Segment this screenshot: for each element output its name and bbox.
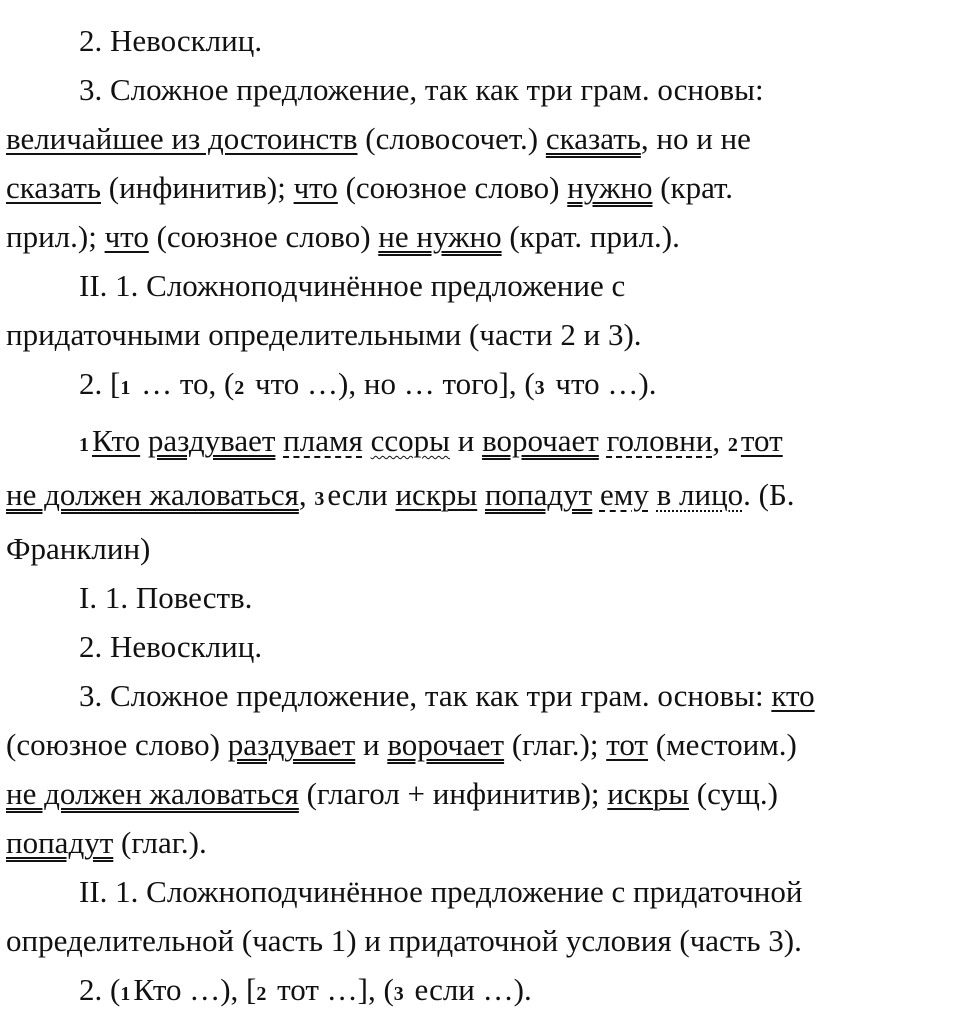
adverbial: в лицо [656,477,744,512]
object: ему [599,477,649,512]
text: (словосочет.) [357,121,546,156]
section-1-point-1 [6,573,956,622]
section-2-point-1 [6,261,956,310]
text: (союзное слово) [148,219,379,254]
text: (инфинитив); [101,170,294,205]
text: если [327,477,396,512]
part-number: 3 [534,377,545,399]
scheme-line [6,359,956,413]
subject: искры [395,477,478,512]
text: 2. [ [79,366,121,401]
subject: что [104,219,149,254]
predicate: нужно [567,170,653,205]
text: прил.); [6,219,105,254]
section-2-point-1-cont [6,310,956,359]
bases-line-2 [6,769,956,818]
text: (крат. [652,170,734,205]
predicate: сказать [545,121,641,156]
section-2-point-1-b-cont [6,916,956,965]
part-number: 2 [256,983,267,1005]
subject: что [293,170,338,205]
scheme-line-2 [6,965,956,1019]
quote-line-2 [6,470,956,524]
part-number: 1 [79,434,89,456]
text: , [712,423,728,458]
quote-author [6,524,956,573]
text: (союзное слово) [337,170,568,205]
text: I. 1. Повеств. [79,580,253,615]
section-1-point-3 [6,671,956,720]
text: что …). [547,366,657,401]
grammar-bases-line-3 [6,212,956,261]
text: II. 1. Сложноподчинённое предложение с [79,268,626,303]
section-1-point-2 [6,622,956,671]
text: 2. ( [79,972,121,1007]
text: … то, ( [133,366,235,401]
part-number: 3 [393,983,404,1005]
subject: сказать [6,170,101,205]
grammar-bases-line-2 [6,163,956,212]
text: (союзное слово) [6,727,228,762]
predicate: попадут [6,825,114,860]
text: 3. Сложное предложение, так как три грам. основы: [79,678,772,713]
subject: кто [771,678,815,713]
text: Кто …), [ [133,972,257,1007]
text: , но и не [640,121,751,156]
text: (глаг.). [113,825,207,860]
text: , [298,477,315,512]
text: II. 1. Сложноподчинённое предложение с придаточной [79,874,803,909]
text: (крат. прил.). [501,219,680,254]
part-number: 3 [314,488,325,510]
text: 2. Невосклиц. [79,629,263,664]
part-number: 1 [120,983,131,1005]
part-number: 1 [120,377,131,399]
quote-line-1 [6,416,956,470]
point-3-complex-sentence [6,65,956,114]
text: и [449,423,483,458]
grammar-bases-line-1 [6,114,956,163]
point-2-exclamation [6,16,956,65]
predicate: раздувает [227,727,356,762]
text: (сущ.) [689,776,778,811]
text: определительной (часть 1) и придаточной условия (часть 3). [6,923,802,958]
text: 3. Сложное предложение, так как три грам. основы: [79,72,764,107]
text: придаточными определительными (части 2 и 3). [6,317,642,352]
text: тот …], ( [269,972,394,1007]
part-number: 2 [234,377,245,399]
predicate: не должен жаловаться [6,776,299,811]
subject: тот [740,423,783,458]
bases-line-3 [6,818,956,867]
subject: Кто [92,423,141,458]
text: (местоим.) [647,727,797,762]
text: если …). [406,972,532,1007]
predicate: не нужно [378,219,502,254]
text: (глаг.); [504,727,607,762]
subject: величайшее из достоинств [6,121,358,156]
subject: тот [606,727,648,762]
text: Франклин) [6,531,151,566]
section-2-point-1-b [6,867,956,916]
bases-line-1 [6,720,956,769]
analysis-document [6,16,956,1019]
object: головни [606,423,713,458]
text: . (Б. [743,477,795,512]
predicate: не должен жаловаться [6,477,299,512]
subject: искры [607,776,690,811]
text: что …), но … того], ( [247,366,535,401]
attribute: ссоры [370,423,450,458]
text: и [355,727,388,762]
predicate: попадут [484,477,593,512]
predicate: ворочает [482,423,599,458]
predicate: ворочает [387,727,505,762]
text: 2. Невосклиц. [79,23,263,58]
part-number: 2 [727,434,738,456]
object: пламя [283,423,363,458]
text: (глагол + инфинитив); [298,776,608,811]
predicate: раздувает [147,423,276,458]
